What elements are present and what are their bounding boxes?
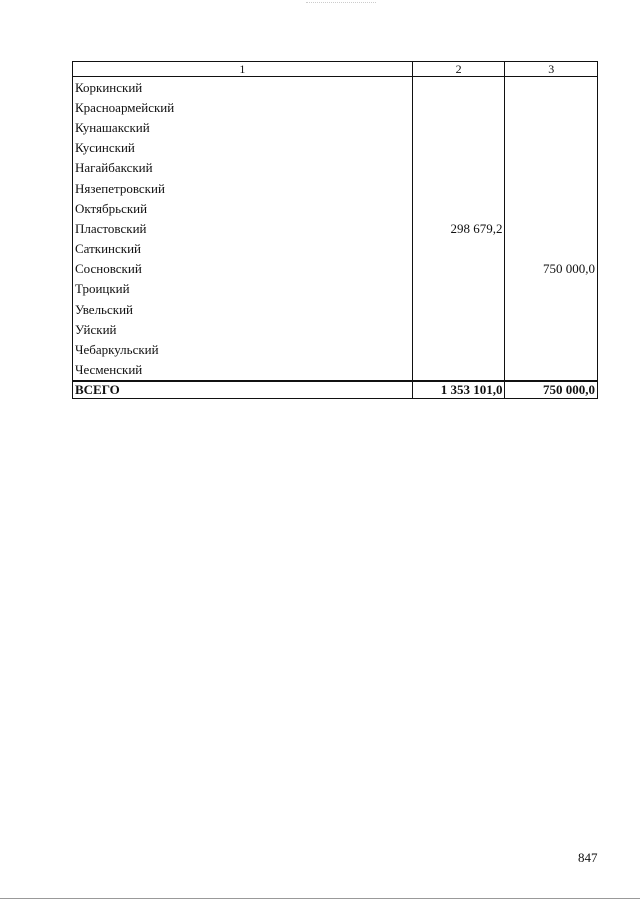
- scan-artifact: [306, 2, 376, 4]
- value-col-3: [505, 198, 598, 218]
- value-col-2: [412, 279, 505, 299]
- table-row: [73, 279, 598, 299]
- table-row: [73, 360, 598, 381]
- district-name: Чесменский: [73, 360, 413, 381]
- district-table: [72, 61, 598, 399]
- table-row: [73, 178, 598, 198]
- district-name: Троицкий: [73, 279, 413, 299]
- district-name: Чебаркульский: [73, 339, 413, 359]
- value-col-3: [505, 319, 598, 339]
- total-label: ВСЕГО: [73, 381, 413, 399]
- value-col-3: [505, 279, 598, 299]
- table-row: [73, 319, 598, 339]
- value-col-2: [412, 239, 505, 259]
- value-col-2: [412, 319, 505, 339]
- district-name: Уйский: [73, 319, 413, 339]
- table-row: [73, 218, 598, 238]
- value-col-3: [505, 360, 598, 381]
- district-name: Кусинский: [73, 138, 413, 158]
- value-col-3: 750 000,0: [505, 259, 598, 279]
- table-row: [73, 339, 598, 359]
- value-col-3: [505, 77, 598, 98]
- value-col-2: [412, 259, 505, 279]
- district-name: Увельский: [73, 299, 413, 319]
- district-name: Пластовский: [73, 218, 413, 238]
- value-col-3: [505, 239, 598, 259]
- value-col-3: [505, 158, 598, 178]
- value-col-2: [412, 97, 505, 117]
- district-name: Саткинский: [73, 239, 413, 259]
- header-col-1: 1: [73, 62, 413, 77]
- value-col-3: [505, 178, 598, 198]
- district-name: Красноармейский: [73, 97, 413, 117]
- value-col-2: [412, 117, 505, 137]
- value-col-2: [412, 198, 505, 218]
- page-number: 847: [578, 850, 598, 865]
- value-col-2: [412, 299, 505, 319]
- value-col-2: [412, 178, 505, 198]
- value-col-3: [505, 218, 598, 238]
- table-row: [73, 138, 598, 158]
- header-col-3: 3: [505, 62, 598, 77]
- table-row: [73, 239, 598, 259]
- table-row: [73, 117, 598, 137]
- value-col-3: [505, 339, 598, 359]
- district-name: Сосновский: [73, 259, 413, 279]
- page-bottom-divider: [0, 898, 640, 899]
- value-col-2: [412, 77, 505, 98]
- district-name: Нагайбакский: [73, 158, 413, 178]
- total-col-3: 750 000,0: [505, 381, 598, 399]
- value-col-3: [505, 97, 598, 117]
- table-row: [73, 97, 598, 117]
- value-col-3: [505, 299, 598, 319]
- table-row: [73, 259, 598, 279]
- table-row: [73, 77, 598, 98]
- district-name: Октябрьский: [73, 198, 413, 218]
- value-col-2: [412, 339, 505, 359]
- total-col-2: 1 353 101,0: [412, 381, 505, 399]
- table-header-row: [73, 62, 598, 77]
- district-name: Нязепетровский: [73, 178, 413, 198]
- value-col-2: [412, 158, 505, 178]
- table-row: [73, 299, 598, 319]
- value-col-2: [412, 360, 505, 381]
- table-total-row: [73, 381, 598, 399]
- header-col-2: 2: [412, 62, 505, 77]
- district-name: Кунашакский: [73, 117, 413, 137]
- value-col-3: [505, 117, 598, 137]
- table-row: [73, 198, 598, 218]
- value-col-3: [505, 138, 598, 158]
- value-col-2: [412, 138, 505, 158]
- district-name: Коркинский: [73, 77, 413, 98]
- table-row: [73, 158, 598, 178]
- value-col-2: 298 679,2: [412, 218, 505, 238]
